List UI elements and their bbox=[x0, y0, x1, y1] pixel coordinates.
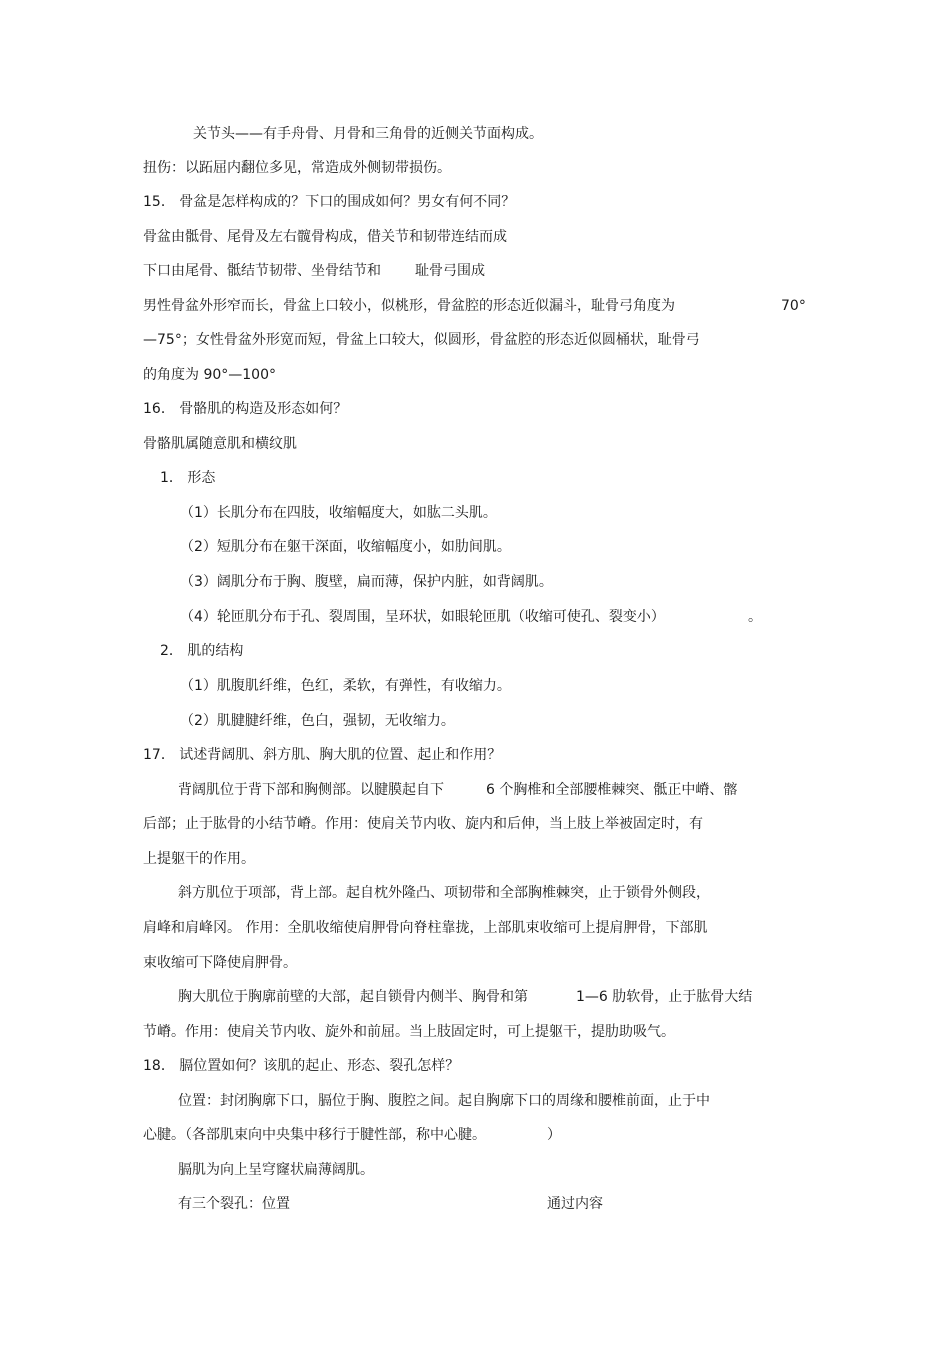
text-line bbox=[178, 780, 737, 800]
text-fragment: 6 个胸椎和全部腰椎棘突、骶正中嵴、髂 bbox=[486, 782, 738, 798]
text-line: 的角度为 90°—100° bbox=[143, 367, 276, 383]
list-item: （2）短肌分布在躯干深面，收缩幅度小，如肋间肌。 bbox=[180, 539, 511, 555]
text-line: —75°；女性骨盆外形宽而短，骨盆上口较大，似圆形，骨盆腔的形态近似圆桶状，耻骨弓 bbox=[143, 332, 700, 348]
table-header-contents: 通过内容 bbox=[547, 1196, 603, 1212]
text-fragment: 。 bbox=[748, 609, 762, 625]
text-fragment: 70° bbox=[781, 298, 806, 314]
text-fragment: 耻骨弓围成 bbox=[415, 263, 485, 279]
text-line: 膈肌为向上呈穹窿状扁薄阔肌。 bbox=[178, 1162, 374, 1178]
text-fragment: 1—6 肋软骨，止于肱骨大结 bbox=[576, 989, 753, 1005]
text-line: 位置：封闭胸廓下口，膈位于胸、腹腔之间。起自胸廓下口的周缘和腰椎前面，止于中 bbox=[178, 1093, 710, 1109]
subheading: 1． 形态 bbox=[160, 470, 216, 486]
list-item: （4）轮匝肌分布于孔、裂周围，呈环状，如眼轮匝肌（收缩可使孔、裂变小） bbox=[180, 609, 665, 625]
list-item: （3）阔肌分布于胸、腹壁，扁而薄，保护内脏，如背阔肌。 bbox=[180, 574, 553, 590]
text-line: 扭伤：以跖屈内翻位多见，常造成外侧韧带损伤。 bbox=[143, 160, 451, 176]
question-heading: 15． 骨盆是怎样构成的？下口的围成如何？男女有何不同？ bbox=[143, 194, 516, 210]
text-line: 节嵴。作用：使肩关节内收、旋外和前屈。当上肢固定时，可上提躯干，提肋助吸气。 bbox=[143, 1024, 675, 1040]
text-line: 骨盆由骶骨、尾骨及左右髋骨构成，借关节和韧带连结而成 bbox=[143, 229, 507, 245]
text-fragment: 下口由尾骨、骶结节韧带、坐骨结节和 bbox=[143, 263, 381, 279]
text-line: 骨骼肌属随意肌和横纹肌 bbox=[143, 436, 297, 452]
list-item: （1）肌腹肌纤维，色红，柔软，有弹性，有收缩力。 bbox=[180, 678, 511, 694]
question-heading: 16． 骨骼肌的构造及形态如何？ bbox=[143, 401, 348, 417]
text-line: 男性骨盆外形窄而长，骨盆上口较小，似桃形，骨盆腔的形态近似漏斗，耻骨弓角度为 bbox=[143, 298, 675, 314]
text-line bbox=[143, 261, 485, 281]
text-line: 后部；止于肱骨的小结节嵴。作用：使肩关节内收、旋内和后伸，当上肢上举被固定时，有 bbox=[143, 816, 703, 832]
text-line bbox=[178, 987, 752, 1007]
text-line: 上提躯干的作用。 bbox=[143, 851, 255, 867]
text-line: 心腱。（各部肌束向中央集中移行于腱性部，称中心腱。 bbox=[143, 1127, 486, 1143]
subheading: 2． 肌的结构 bbox=[160, 643, 244, 659]
table-header-position: 有三个裂孔：位置 bbox=[178, 1196, 290, 1212]
text-fragment: 胸大肌位于胸廓前壁的大部，起自锁骨内侧半、胸骨和第 bbox=[178, 989, 528, 1005]
text-fragment: ） bbox=[547, 1127, 561, 1143]
question-heading: 17． 试述背阔肌、斜方肌、胸大肌的位置、起止和作用？ bbox=[143, 747, 502, 763]
question-heading: 18． 膈位置如何？该肌的起止、形态、裂孔怎样？ bbox=[143, 1058, 460, 1074]
text-line: 肩峰和肩峰冈。 作用：全肌收缩使肩胛骨向脊柱靠拢，上部肌束收缩可上提肩胛骨，下部肌 bbox=[143, 920, 708, 936]
list-item: （1）长肌分布在四肢，收缩幅度大，如肱二头肌。 bbox=[180, 505, 497, 521]
text-line: 关节头——有手舟骨、月骨和三角骨的近侧关节面构成。 bbox=[193, 126, 543, 142]
text-line: 斜方肌位于项部，背上部。起自枕外隆凸、项韧带和全部胸椎棘突，止于锁骨外侧段， bbox=[178, 885, 710, 901]
text-fragment: 背阔肌位于背下部和胸侧部。以腱膜起自下 bbox=[178, 782, 444, 798]
list-item: （2）肌腱腱纤维，色白，强韧，无收缩力。 bbox=[180, 713, 455, 729]
text-line: 束收缩可下降使肩胛骨。 bbox=[143, 955, 297, 971]
